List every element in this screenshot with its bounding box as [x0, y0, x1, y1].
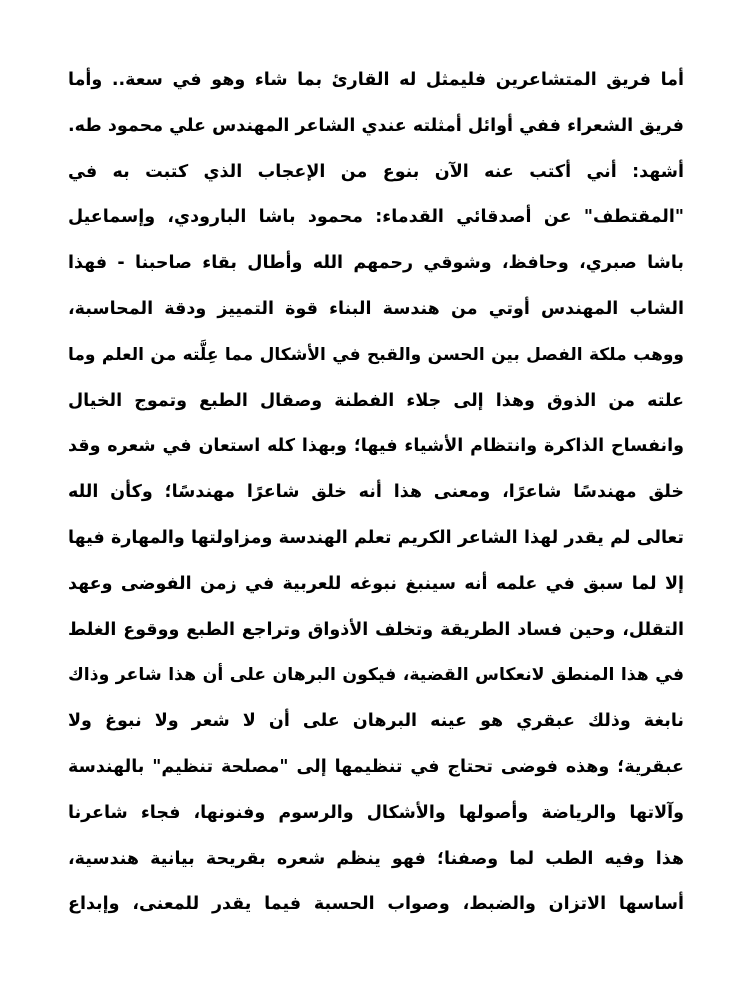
- text-line-9: وانفساح الذاكرة وانتظام الأشياء فيها؛ وبهذا كله استعان في شعره وقد: [68, 436, 684, 457]
- text-line-18: هذا وفيه الطب لما وصفنا؛ فهو ينظم شعره بقريحة بيانية هندسية،: [68, 848, 684, 869]
- text-line-12: إلا لما سبق في علمه أنه سينبغ نبوغه للعربية في زمن الفوضى وعهد: [68, 573, 684, 594]
- text-line-17: وآلاتها والرياضة وأصولها والأشكال والرسوم وفنونها، فجاء شاعرنا: [68, 802, 684, 823]
- text-line-14: في هذا المنطق لانعكاس القضية، فيكون البرهان على أن هذا شاعر وذاك: [68, 665, 684, 686]
- text-line-13: التقلل، وحين فساد الطريقة وتخلف الأذواق وتراجع الطبع ووقوع الغلط: [68, 619, 684, 640]
- text-line-4: "المقتطف" عن أصدقائي القدماء: محمود باشا البارودي، وإسماعيل: [68, 207, 684, 228]
- text-line-10: خلق مهندسًا شاعرًا، ومعنى هذا أنه خلق شاعرًا مهندسًا؛ وكأن الله: [68, 482, 684, 503]
- text-line-1: أما فريق المتشاعرين فليمثل له القارئ بما شاء وهو في سعة.. وأما: [68, 70, 684, 90]
- text-line-19: أساسها الاتزان والضبط، وصواب الحسبة فيما يقدر للمعنى، وإبداع: [68, 894, 684, 915]
- text-line-15: نابغة وذلك عبقري هو عينه البرهان على أن لا شعر ولا نبوغ ولا: [68, 711, 684, 732]
- text-line-7: ووهب ملكة الفصل بين الحسن والقبح في الأشكال مما عِلَّته من العلم وما: [68, 344, 684, 365]
- text-line-5: باشا صبري، وحافظ، وشوقي رحمهم الله وأطال بقاء صاحبنا - فهذا: [68, 253, 684, 274]
- text-line-16: عبقرية؛ وهذه فوضى تحتاج في تنظيمها إلى "مصلحة تنظيم" بالهندسة: [68, 756, 684, 777]
- text-line-2: فريق الشعراء ففي أوائل أمثلته عندي الشاعر المهندس علي محمود طه.: [68, 115, 684, 136]
- text-line-3: أشهد: أني أكتب عنه الآن بنوع من الإعجاب الذي كتبت به في: [68, 161, 684, 182]
- text-line-6: الشاب المهندس أوتي من هندسة البناء قوة التمييز ودقة المحاسبة،: [68, 298, 684, 319]
- text-line-11: تعالى لم يقدر لهذا الشاعر الكريم تعلم الهندسة ومزاولتها والمهارة فيها: [68, 527, 684, 548]
- text-line-8: علته من الذوق وهذا إلى جلاء الفطنة وصقال الطبع وتموج الخيال: [68, 390, 684, 411]
- article-text: [68, 58, 684, 928]
